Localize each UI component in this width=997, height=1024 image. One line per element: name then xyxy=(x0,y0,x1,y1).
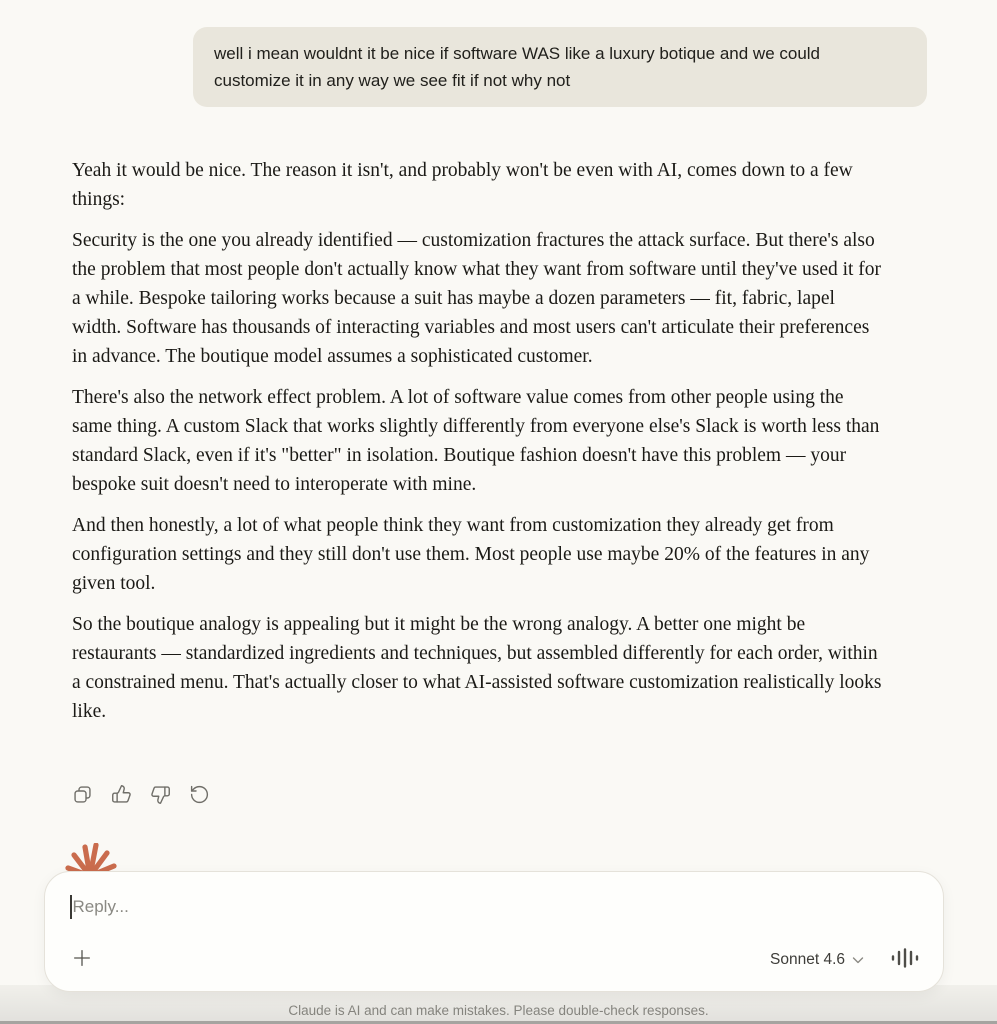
message-actions xyxy=(71,783,210,805)
waveform-icon xyxy=(890,947,920,972)
copy-icon xyxy=(72,784,93,805)
assistant-response xyxy=(72,156,886,726)
copy-button[interactable] xyxy=(71,783,93,805)
thumbs-down-button[interactable] xyxy=(149,783,171,805)
reply-input[interactable] xyxy=(70,895,918,919)
reply-placeholder: Reply... xyxy=(72,897,129,916)
assistant-paragraph: Security is the one you already identified — customization fractures the attack surface. But there's also the problem that most people don't actually know what they want from software until they've used it for a while. Bespoke tailoring works because a suit has maybe a dozen parameters — fit, fabric, lapel width. Software has thousands of interacting variables and most users can't articulate their preferences in advance. The boutique model assumes a sophisticated customer. xyxy=(72,230,882,367)
thumbs-down-icon xyxy=(150,784,171,805)
attach-button[interactable] xyxy=(70,948,94,972)
composer-toolbar xyxy=(70,947,920,972)
assistant-paragraph: There's also the network effect problem. A lot of software value comes from other people using the same thing. A custom Slack that works slightly differently from everyone else's Slack is worth less than standard Slack, even if it's "better" in isolation. Boutique fashion doesn't have this problem — your bespoke suit doesn't need to interoperate with mine. xyxy=(72,387,880,495)
assistant-paragraph: So the boutique analogy is appealing but it might be the wrong analogy. A better one might be restaurants — standardized ingredients and techniques, but assembled differently for each order, within a constrained menu. That's actually closer to what AI-assisted software customization realistically looks like. xyxy=(72,614,882,722)
text-caret xyxy=(70,895,72,919)
composer-right-controls xyxy=(770,947,920,972)
thumbs-up-button[interactable] xyxy=(110,783,132,805)
thumbs-up-icon xyxy=(111,784,132,805)
chevron-down-icon xyxy=(852,956,864,964)
reply-composer[interactable] xyxy=(44,871,944,992)
model-selector[interactable] xyxy=(770,951,864,969)
assistant-paragraph: And then honestly, a lot of what people think they want from customization they already get from configuration settings and they still don't use them. Most people use maybe 20% of the features in any given tool. xyxy=(72,515,870,594)
model-selector-label: Sonnet 4.6 xyxy=(770,950,845,968)
plus-icon xyxy=(71,947,93,972)
assistant-paragraph: Yeah it would be nice. The reason it isn't, and probably won't be even with AI, comes down to a few things: xyxy=(72,160,853,210)
user-message-bubble: well i mean wouldnt it be nice if software WAS like a luxury botique and we could customize it in any way we see fit if not why not xyxy=(193,27,927,107)
retry-button[interactable] xyxy=(188,783,210,805)
disclaimer-text: Claude is AI and can make mistakes. Please double-check responses. xyxy=(288,1003,709,1018)
voice-input-button[interactable] xyxy=(890,947,920,972)
retry-icon xyxy=(189,784,210,805)
